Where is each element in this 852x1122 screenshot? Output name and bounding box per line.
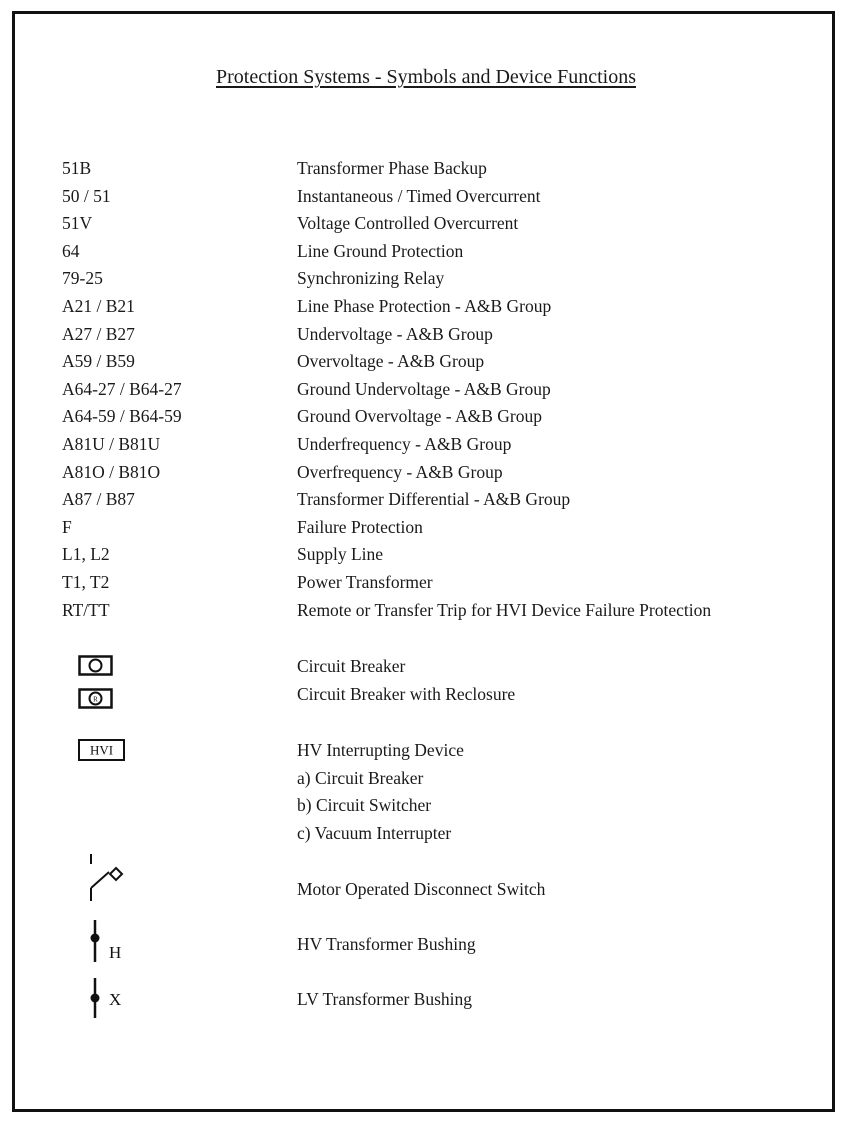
device-function: Transformer Differential - A&B Group [297, 489, 571, 510]
device-row [0, 459, 852, 485]
device-row [0, 265, 852, 291]
device-row [0, 238, 852, 264]
device-row [0, 514, 852, 540]
device-code: A81U / B81U [62, 434, 161, 454]
hv-bushing-mark: H [109, 943, 122, 962]
circuit-breaker-label: Circuit Breaker [297, 656, 406, 676]
hvi-box-label: HVI [89, 742, 114, 758]
circuit-breaker-reclosure-icon [78, 688, 114, 710]
device-code: 51V [62, 213, 93, 234]
lv-bushing-mark: X [109, 990, 122, 1009]
hv-bushing-icon [86, 918, 126, 964]
circuit-breaker-icon [78, 655, 114, 677]
device-row [0, 348, 852, 374]
device-code: F [62, 516, 72, 537]
device-row [0, 321, 852, 347]
device-function: Ground Undervoltage - A&B Group [297, 378, 551, 399]
device-code: A59 / B59 [62, 351, 135, 372]
device-row [0, 486, 852, 512]
device-function: Line Phase Protection - A&B Group [297, 296, 552, 316]
device-row [0, 210, 852, 236]
device-function: Power Transformer [297, 572, 433, 592]
reclosure-mark: R [93, 695, 98, 704]
device-function: Voltage Controlled Overcurrent [297, 213, 519, 234]
device-row [0, 569, 852, 595]
hv-interrupting-device-icon [78, 739, 126, 761]
hv-interrupting-device-label: HV Interrupting Device [297, 740, 464, 760]
hv-bushing-label: HV Transformer Bushing [297, 934, 476, 954]
device-function: Line Ground Protection [297, 240, 464, 261]
device-function: Remote or Transfer Trip for HVI Device Failure Protection [297, 599, 712, 620]
hvi-option-a: a) Circuit Breaker [297, 768, 424, 788]
device-function: Undervoltage - A&B Group [297, 323, 493, 344]
device-code: A64-59 / B64-59 [62, 406, 182, 427]
device-row [0, 541, 852, 567]
device-function: Underfrequency - A&B Group [297, 434, 512, 454]
device-code: 64 [62, 240, 80, 261]
device-code: A27 / B27 [62, 323, 135, 344]
motor-disconnect-switch-icon [82, 852, 132, 904]
device-function: Transformer Phase Backup [297, 158, 487, 178]
device-row [0, 403, 852, 429]
device-code: A81O / B81O [62, 461, 161, 482]
device-function: Instantaneous / Timed Overcurrent [297, 185, 541, 206]
device-code: A21 / B21 [62, 296, 135, 316]
device-function: Supply Line [297, 544, 384, 565]
device-code: T1, T2 [62, 572, 110, 592]
lv-bushing-label: LV Transformer Bushing [297, 989, 473, 1009]
lv-bushing-icon [86, 976, 126, 1020]
device-row [0, 597, 852, 623]
device-function: Ground Overvoltage - A&B Group [297, 406, 542, 427]
device-function: Overfrequency - A&B Group [297, 461, 503, 482]
device-function: Failure Protection [297, 516, 423, 537]
motor-disconnect-switch-label: Motor Operated Disconnect Switch [297, 879, 546, 899]
device-code: A64-27 / B64-27 [62, 378, 182, 399]
device-row [0, 183, 852, 209]
device-code: 79-25 [62, 268, 103, 289]
device-code: 51B [62, 158, 92, 178]
device-row [0, 376, 852, 402]
device-code: 50 / 51 [62, 185, 111, 206]
device-code: L1, L2 [62, 544, 110, 565]
hvi-option-b: b) Circuit Switcher [297, 795, 432, 815]
device-code: RT/TT [62, 599, 110, 620]
device-row [0, 431, 852, 457]
circuit-breaker-reclosure-label: Circuit Breaker with Reclosure [297, 684, 516, 704]
device-row [0, 293, 852, 319]
device-function: Overvoltage - A&B Group [297, 351, 485, 372]
device-function: Synchronizing Relay [297, 268, 445, 289]
device-row [0, 155, 852, 181]
device-code: A87 / B87 [62, 489, 135, 510]
hvi-option-c: c) Vacuum Interrupter [297, 823, 452, 843]
page-title: Protection Systems - Symbols and Device Functions [216, 66, 636, 88]
